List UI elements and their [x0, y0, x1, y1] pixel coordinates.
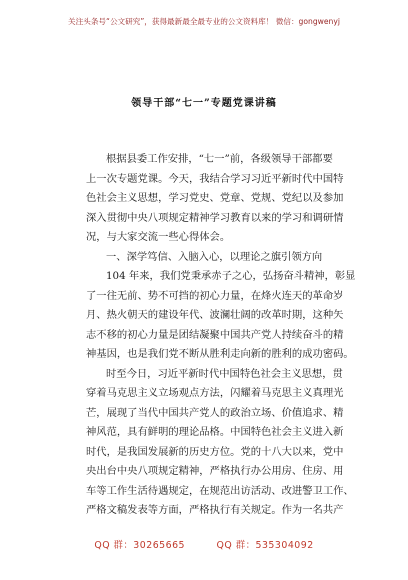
body-line: 根据县委工作安排，“七一”前，各级领导干部都要	[106, 153, 333, 165]
section-heading: 一、深学笃信、入脑入心，以理论之旗引领方向	[106, 250, 323, 263]
body-line: 芒，展现了当代中国共产党人的政治立场、价值追求、精	[86, 406, 344, 419]
body-line: 车等工作生活待遇规定，在规范出访活动、改进警卫工作、	[86, 484, 354, 497]
body-line: 严格文稿发表等方面，严格执行有关规定。作为一名共产	[86, 504, 344, 516]
body-line: 况，与大家交流一些心得体会。	[86, 231, 231, 243]
body-line: 央出台中央八项规定精神，严格执行办公用房、住房、用	[86, 465, 344, 477]
body-line: 104 年来，我们党秉承赤子之心，弘扬奋斗精神，彰显	[106, 270, 356, 282]
header-banner: 关注头条号“公文研究”，获得最新最全最专业的公文资料库！ 微信：gongwenyj	[68, 17, 340, 26]
body-line: 时至今日，习近平新时代中国特色社会主义思想，贯	[106, 367, 343, 380]
body-line: 神风范，具有鲜明的理论品格。中国特色社会主义进入新	[86, 426, 344, 438]
body-line: 了一往无前、势不可挡的初心力量，在烽火连天的革命岁	[86, 289, 344, 302]
document-title: 领导干部“七一”专题党课讲稿	[131, 98, 277, 109]
footer-contact	[0, 537, 408, 551]
body-line: 深入贯彻中央八项规定精神学习教育以来的学习和调研情	[86, 211, 344, 224]
body-line: 色社会主义思想，学习党史、党章、党规、党纪以及参加	[86, 192, 344, 204]
body-line: 上一次专题党课。今天，我结合学习习近平新时代中国特	[86, 172, 344, 185]
body-line: 月、热火朝天的建设年代、波澜壮阔的改革时期，这种矢	[86, 309, 344, 321]
document-body	[86, 150, 357, 521]
body-line: 时代，是我国发展新的历史方位。党的十八大以来，党中	[86, 445, 344, 458]
body-line: 志不移的初心力量是团结凝聚中国共产党人持续奋斗的精	[86, 328, 344, 341]
body-line: 穿着马克思主义立场观点方法，闪耀着马克思主义真理光	[86, 387, 344, 399]
qq-group-1: QQ 群：30265665	[94, 540, 186, 551]
qq-group-2: QQ 群：535304092	[216, 540, 314, 551]
body-line: 神基因，也是我们党不断从胜利走向新的胜利的成功密码。	[86, 348, 354, 360]
